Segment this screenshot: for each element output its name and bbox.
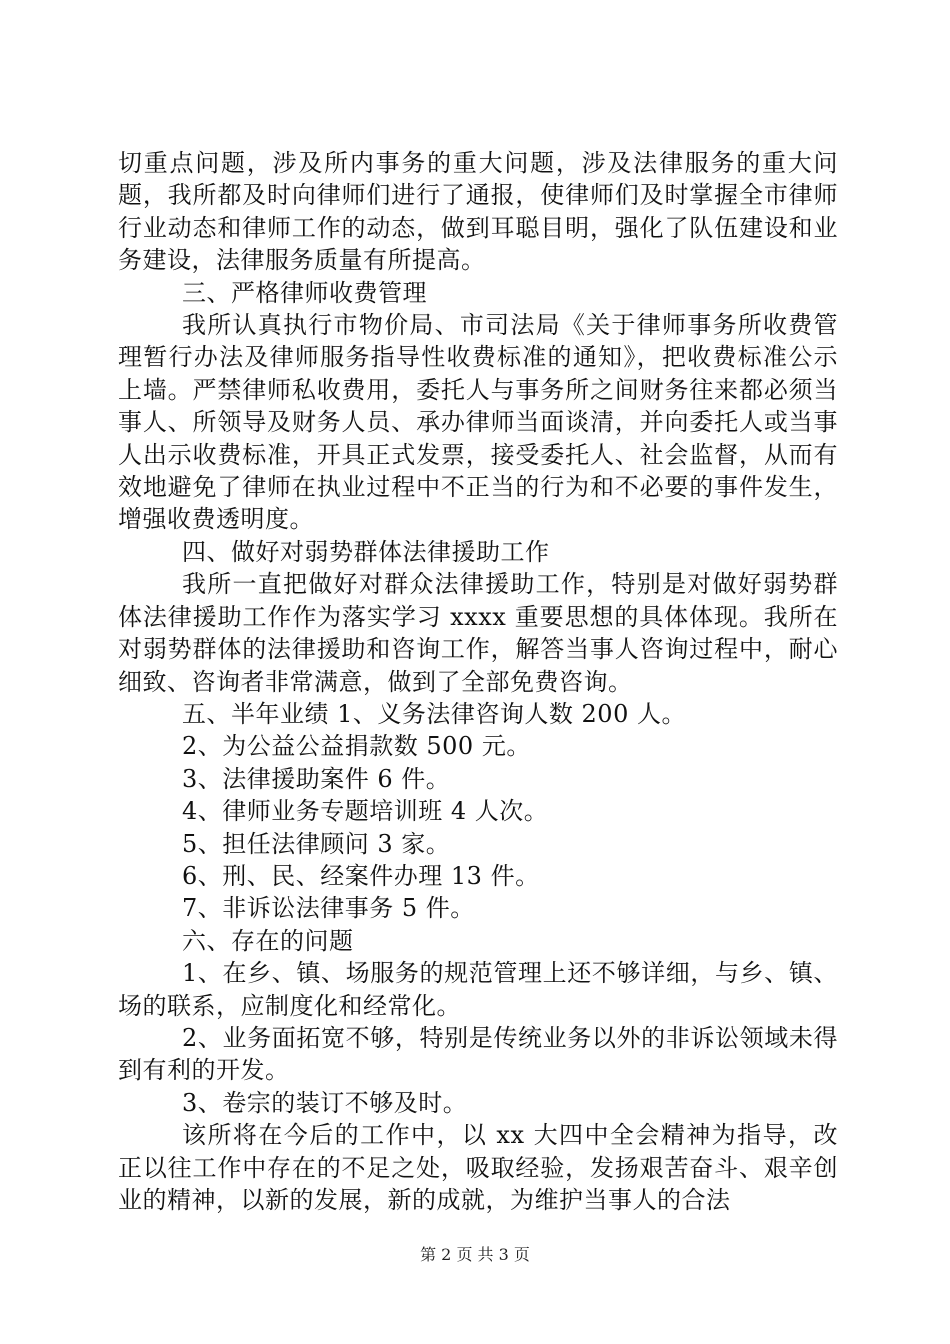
list-item: 6、刑、民、经案件办理 13 件。 — [182, 861, 540, 890]
section-heading-4: 四、做好对弱势群体法律援助工作 — [182, 537, 550, 566]
list-item: 5、担任法律顾问 3 家。 — [182, 829, 451, 858]
section-heading-3: 三、严格律师收费管理 — [182, 278, 427, 307]
list-item: 3、卷宗的装订不够及时。 — [182, 1088, 468, 1117]
paragraph: 我所认真执行市物价局、市司法局《关于律师事务所收费管理暂行办法及律师服务指导性收费标准的通知》，把收费标准公示上墙。严禁律师私收费用，委托人与事务所之间财务往来都必须当事人、所领导及财务人员、承办律师当面谈清，并向委托人或当事人出示收费标准，开具正式发票，接受委托人、社会监督，从而有效地避免了律师在执业过程中不正当的行为和不必要的事件发生，增强收费透明度。 — [118, 311, 838, 534]
section-heading-5: 五、半年业绩 1、义务法律咨询人数 200 人。 — [182, 699, 686, 728]
list-item: 4、律师业务专题培训班 4 人次。 — [182, 797, 549, 826]
document-body — [118, 147, 838, 1216]
page-number: 第 2 页 共 3 页 — [420, 1245, 530, 1264]
paragraph: 我所一直把做好对群众法律援助工作，特别是对做好弱势群体法律援助工作作为落实学习 xxxx 重要思想的具体体现。我所在对弱势群体的法律援助和咨询工作，解答当事人咨询过程中，耐心细致、咨询者非常满意，做到了全部免费咨询。 — [118, 570, 838, 696]
paragraph-continuation: 切重点问题，涉及所内事务的重大问题，涉及法律服务的重大问题，我所都及时向律师们进行了通报，使律师们及时掌握全市律师行业动态和律师工作的动态，做到耳聪目明，强化了队伍建设和业务建设，法律服务质量有所提高。 — [118, 149, 838, 275]
list-item: 3、法律援助案件 6 件。 — [182, 764, 451, 793]
list-item: 1、在乡、镇、场服务的规范管理上还不够详细，与乡、镇、场的联系，应制度化和经常化。 — [118, 959, 838, 1020]
list-item: 7、非诉讼法律事务 5 件。 — [182, 894, 475, 923]
section-heading-6: 六、存在的问题 — [182, 926, 354, 955]
list-item: 2、业务面拓宽不够，特别是传统业务以外的非诉讼领域未得到有利的开发。 — [118, 1023, 838, 1085]
paragraph: 该所将在今后的工作中，以 xx 大四中全会精神为指导，改正以往工作中存在的不足之处，吸取经验，发扬艰苦奋斗、艰辛创业的精神，以新的发展，新的成就，为维护当事人的合法 — [118, 1121, 838, 1214]
page-footer — [0, 1242, 950, 1265]
list-item: 2、为公益公益捐款数 500 元。 — [182, 732, 531, 761]
